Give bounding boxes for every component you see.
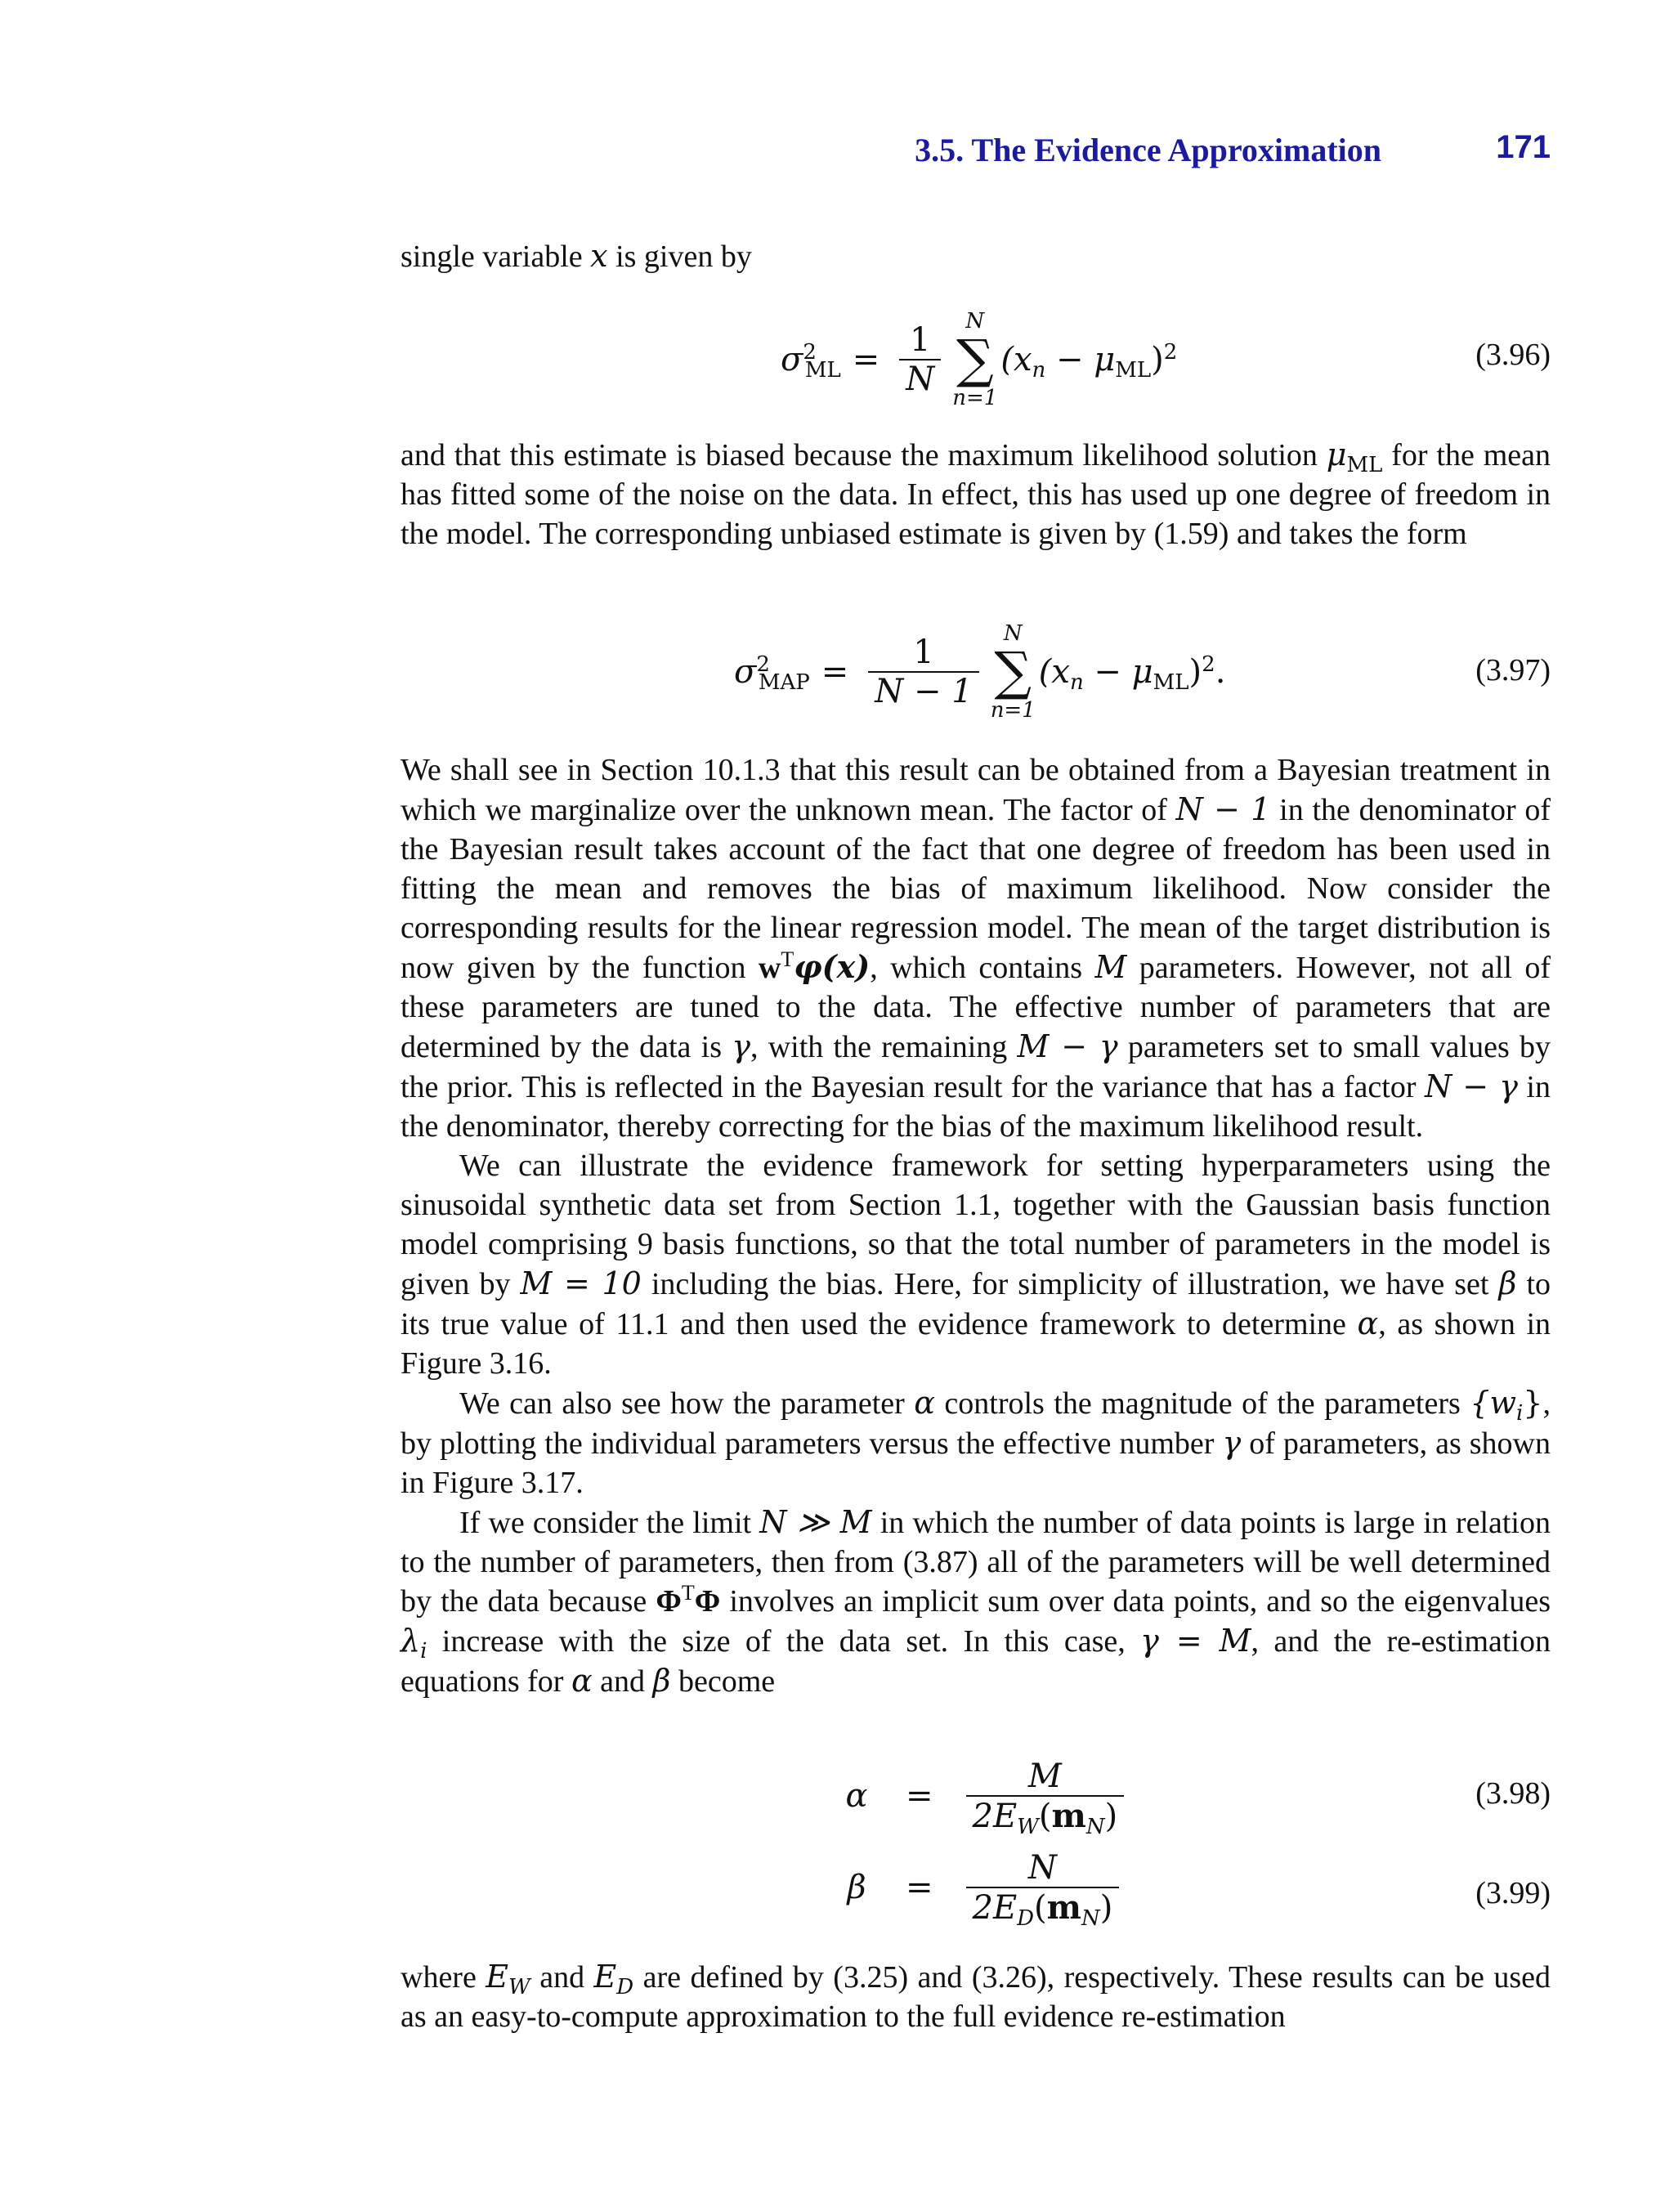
running-head <box>0 131 1551 172</box>
section-title: 3.5. The Evidence Approximation <box>915 132 1381 168</box>
equation-body: $\sigma^2_{MAP}$ = $\frac{1}{N - 1}$ N ∑ n=1 $(x_n - \mu_{ML})^2$. <box>734 621 1226 723</box>
paragraph-1: and that this estimate is biased because the maximum likelihood solution $\mu_{ML}$ for the mean has fitted some of the noise on the data. In effect, this has used up one degree of freedom in the model. The corresponding unbiased estimate is given by (1.59) and takes the form <box>401 437 1551 551</box>
equation-body: α = $\frac{M}{2E_W(m_N)}$ <box>832 1751 1132 1841</box>
paragraph-5: If we consider the limit N ≫ M in which the number of data points is large in relation to the number of parameters, then from (3.87) all of the parameters will be well determined by the data because $\Phi^T\Phi$ involves an implicit sum over data points, and so the eigenvalues $\lambda_i$ increase with the size of the data set. In this case, γ = M, and the re-estimation equations for α and β become <box>401 1504 1551 1699</box>
paragraph-3: We can illustrate the evidence framework for setting hyperparameters using the sinusoidal synthetic data set from Section 1.1, together with the Gaussian basis function model comprising 9 basis functions, so that the total number of parameters in the model is given by M = 10 including the bias. Here, for simplicity of illustration, we have set β to its true value of 11.1 and then used the evidence framework to determine α, as shown in Figure 3.16. <box>401 1149 1551 1381</box>
equation-3-96 <box>0 302 1551 417</box>
equation-body: β = $\frac{N}{2E_D(m_N)}$ <box>832 1843 1127 1932</box>
intro-line <box>401 236 1551 276</box>
eq-fraction: $\frac{1}{N}$ <box>899 321 941 398</box>
paragraph-6: where $E_W$ and $E_D$ are defined by (3.25) and (3.26), respectively. These results can be used as an easy-to-compute approximation to the full evidence re-estimation <box>401 1959 1551 2034</box>
eq-fraction: $\frac{M}{2E_W(m_N)}$ <box>966 1758 1125 1835</box>
sum-operator: N ∑ n=1 <box>990 621 1036 723</box>
equation-3-99 <box>0 1843 1551 1932</box>
eq-fraction: $\frac{1}{N - 1}$ <box>868 634 978 710</box>
body-paragraphs <box>401 750 1551 1701</box>
equation-number: (3.99) <box>1475 1876 1551 1910</box>
equation-number: (3.98) <box>1475 1776 1551 1811</box>
equation-number: (3.96) <box>1475 338 1551 372</box>
equation-3-97 <box>0 615 1551 729</box>
eq-fraction: $\frac{N}{2E_D(m_N)}$ <box>966 1849 1120 1927</box>
equation-body: $\sigma^2_{ML}$ = $\frac{1}{N}$ N ∑ n=1 $(x_n - \mu_{ML})^2$ <box>781 309 1178 410</box>
sum-operator: N ∑ n=1 <box>952 309 998 410</box>
equation-number: (3.97) <box>1475 653 1551 687</box>
paragraph-2: We shall see in Section 10.1.3 that this result can be obtained from a Bayesian treatment in which we marginalize over the unknown mean. The factor of N − 1 in the denominator of the Bayesian result takes account of the fact that one degree of freedom has been used in fitting the mean and removes the bias of maximum likelihood. Now consider the corresponding results for the linear regression model. The mean of the target distribution is now given by the function $w^T\varphi(x)$, which contains M parameters. However, not all of these parameters are tuned to the data. The effective number of parameters that are determined by the data is γ, with the remaining M − γ parameters set to small values by the prior. This is reflected in the Bayesian result for the variance that has a factor N − γ in the denominator, thereby correcting for the bias of the maximum likelihood result. <box>401 753 1551 1144</box>
paragraph-4: We can also see how the parameter α controls the magnitude of the parameters $\{w_i\}$, by plotting the individual parameters versus the effective number γ of parameters, as shown in Figure 3.17. <box>401 1385 1551 1500</box>
eq-term: $(x_n - \mu_{ML})^2$. <box>1038 652 1226 695</box>
intro-text-2: is given by <box>607 240 752 274</box>
page-number: 171 <box>1496 129 1551 165</box>
eq-term: $(x_n - \mu_{ML})^2$ <box>1000 340 1178 383</box>
intro-text-1: single variable <box>401 240 591 274</box>
equation-3-98 <box>0 1751 1551 1841</box>
eq-lhs: $\sigma^2_{ML}$ <box>781 340 841 383</box>
var-x: x <box>590 238 608 274</box>
eq-lhs: $\sigma^2_{MAP}$ <box>734 652 810 695</box>
